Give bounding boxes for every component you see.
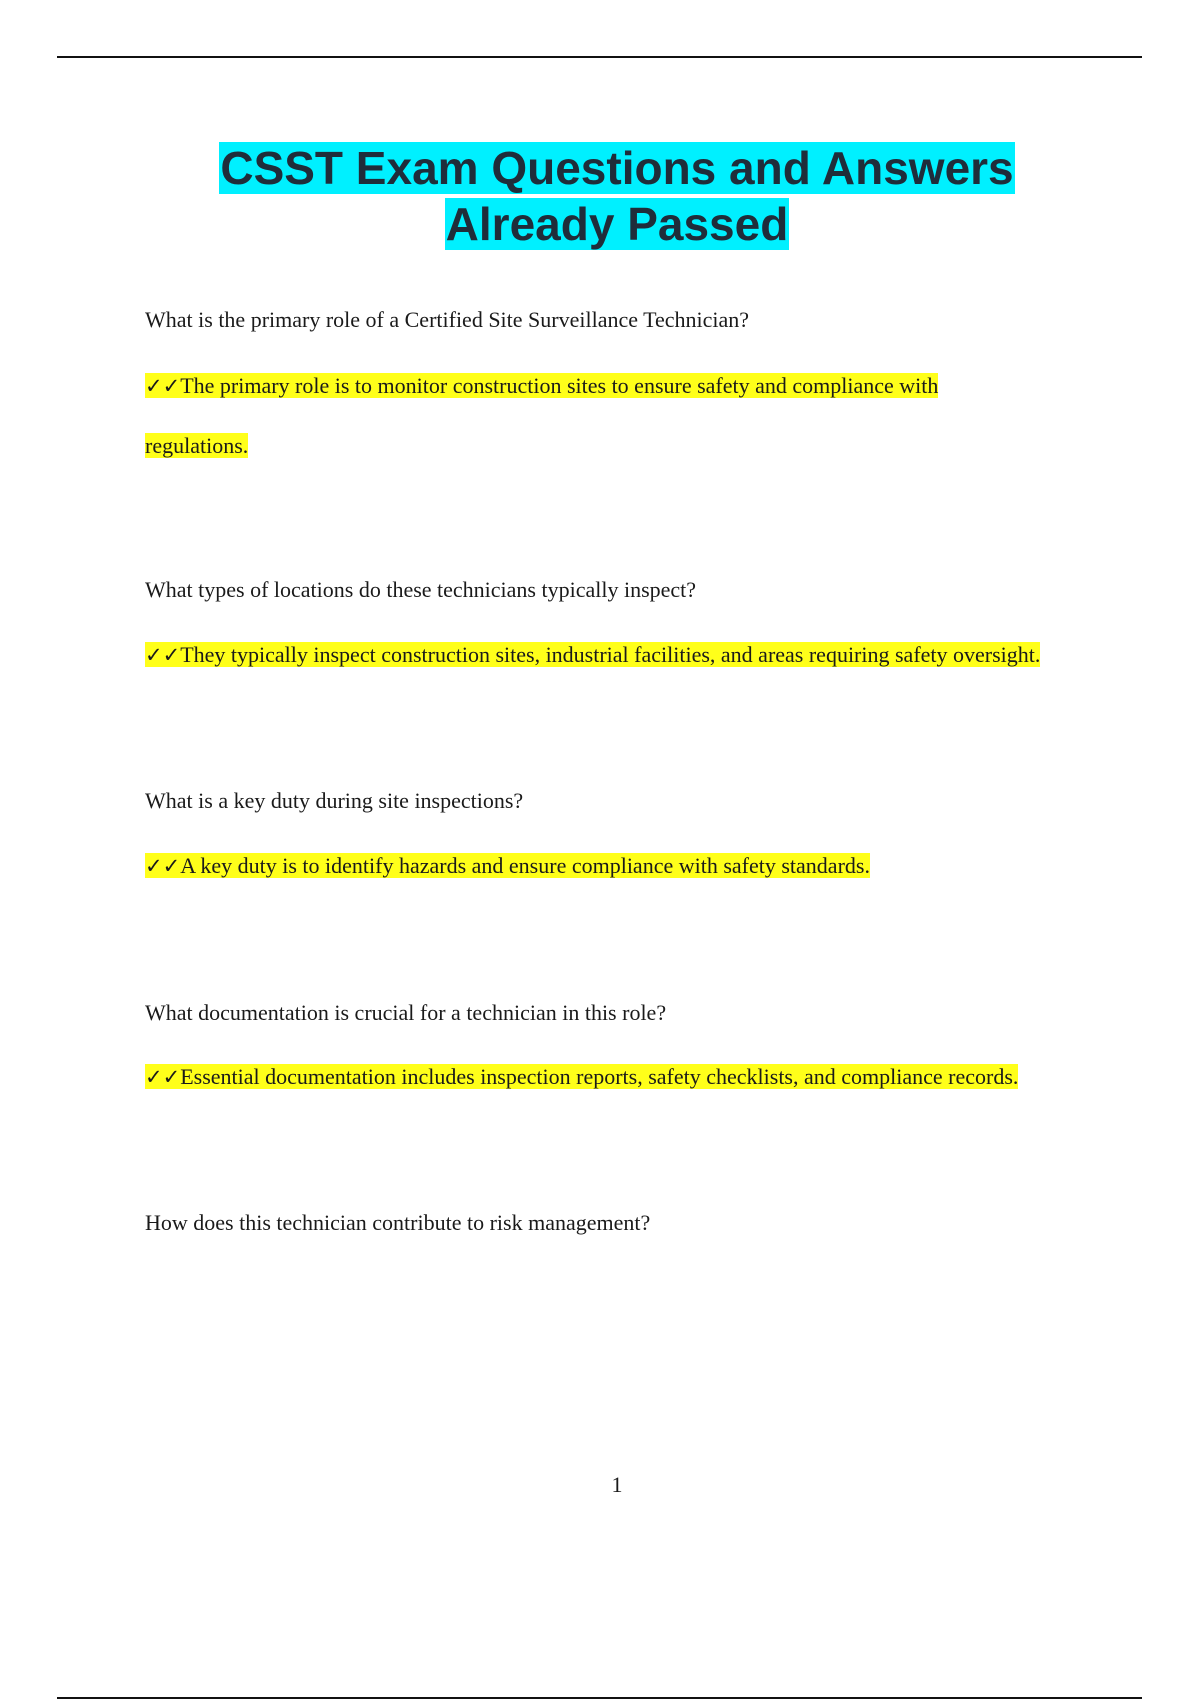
answer-4: [145, 1047, 1045, 1107]
bottom-rule: [57, 1697, 1142, 1699]
question-5: How does this technician contribute to risk management?: [145, 1210, 651, 1235]
answer-3: [145, 836, 1045, 896]
answer-4-text: Essential documentation includes inspection reports, safety checklists, and compliance records.: [180, 1064, 1019, 1089]
qa-list: [145, 306, 1045, 1237]
top-rule: [57, 56, 1142, 58]
answer-1: [145, 356, 1045, 476]
check-icon: ✓✓: [145, 374, 181, 398]
answer-1-text: The primary role is to monitor construction sites to ensure safety and compliance with regulations.: [145, 373, 939, 458]
question-3: What is a key duty during site inspections?: [145, 788, 524, 813]
question-2: What types of locations do these technicians typically inspect?: [145, 577, 697, 602]
question-1: What is the primary role of a Certified Site Surveillance Technician?: [145, 307, 750, 332]
page-number: 1: [611, 1472, 623, 1497]
answer-2-text: They typically inspect construction sites, industrial facilities, and areas requiring safety oversight.: [180, 642, 1041, 667]
question-4: What documentation is crucial for a technician in this role?: [145, 1000, 667, 1025]
title-line-2: Already Passed: [445, 198, 789, 250]
answer-2: [145, 625, 1045, 685]
check-icon: ✓✓: [145, 643, 181, 667]
check-icon: ✓✓: [145, 854, 181, 878]
title-line-1: CSST Exam Questions and Answers: [220, 142, 1014, 194]
document-title: [0, 140, 1200, 252]
answer-3-text: A key duty is to identify hazards and ensure compliance with safety standards.: [180, 853, 870, 878]
check-icon: ✓✓: [145, 1065, 181, 1089]
